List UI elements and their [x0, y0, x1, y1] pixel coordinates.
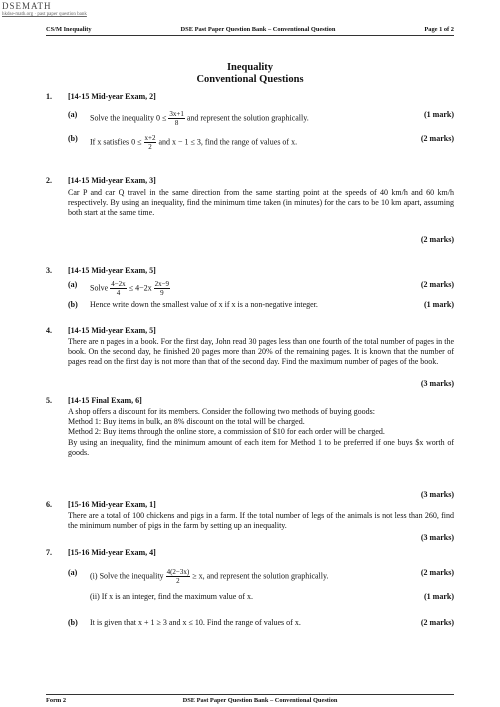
part-text: It is given that x + 1 ≥ 3 and x ≤ 10. Find the range of values of x. [90, 618, 301, 627]
part-prefix: Solve the inequality [90, 113, 154, 123]
part-expression: 0 ≤ [131, 137, 142, 147]
part-text [90, 592, 253, 602]
question-paragraph: By using an inequality, find the minimum amount of each item for Method 1 to be preferred if one buys $x worth of goods. [68, 437, 454, 457]
marks: (1 mark) [424, 110, 454, 119]
question-7 [46, 548, 454, 648]
question-source: [14-15 Final Exam, 6] [68, 396, 142, 405]
fraction-numerator: x+2 [144, 134, 156, 142]
part-label: (b) [68, 300, 78, 309]
part-suffix: and x − 1 ≤ 3, find the range of values of x. [158, 137, 298, 147]
subpart-label: (i) [90, 571, 98, 581]
site-logo: DSEMATH [2, 1, 52, 11]
fraction [110, 280, 126, 297]
title-subtitle: Conventional Questions [196, 74, 304, 85]
question-2 [46, 176, 454, 248]
part-prefix: If x satisfies [90, 137, 130, 147]
question-source: [15-16 Mid-year Exam, 4] [68, 548, 156, 557]
part-suffix: and represent the solution graphically. [186, 113, 309, 123]
part-expression: 0 ≤ [156, 113, 167, 123]
question-paragraph: Method 1: Buy items in bulk, an 8% discount on the total will be charged. [68, 417, 305, 427]
question-number: 2. [46, 176, 52, 185]
question-number: 3. [46, 266, 52, 275]
part-label: (a) [68, 568, 78, 577]
question-5 [46, 396, 454, 500]
marks: (2 marks) [420, 280, 454, 289]
question-number: 7. [46, 548, 52, 557]
page-header [46, 26, 454, 36]
part-text [90, 568, 328, 585]
fraction-numerator: 4(2−3x) [166, 568, 190, 576]
footer-center: DSE Past Paper Question Bank – Conventional Question [182, 697, 338, 704]
question-body: Car P and car Q travel in the same direction from the same starting point at the speeds of 40 km/h and 60 km/h respectively. By using an inequality, find the minimum time taken (in minutes) for the cars to be 10 km apart, assuming both start at the same time. [68, 188, 454, 218]
question-4 [46, 326, 454, 392]
question-number: 6. [46, 500, 52, 509]
fraction-denominator: 2 [148, 143, 152, 151]
fraction [154, 280, 170, 297]
question-source: [14-15 Mid-year Exam, 3] [68, 176, 156, 185]
question-number: 5. [46, 396, 52, 405]
question-number: 4. [46, 326, 52, 335]
question-source: [14-15 Mid-year Exam, 5] [68, 326, 156, 335]
question-paragraph: A shop offers a discount for its members. Consider the following two methods of buying goods: [68, 407, 375, 416]
marks: (3 marks) [420, 379, 454, 388]
part-text [90, 280, 170, 297]
marks: (3 marks) [420, 533, 454, 542]
fraction-numerator: 4−2x [111, 280, 126, 288]
question-1 [46, 92, 454, 158]
part-label: (b) [68, 134, 78, 143]
question-body: There are n pages in a book. For the first day, John read 30 pages less than one fourth of the total number of pages in the book. On the second day, he finished 20 pages more than 20% of the remaining pages. It is known that the number of pages read on the first day is not more than that of the second day. Find the maximum number of pages of the book. [68, 337, 454, 367]
part-body: If x is an integer, find the maximum value of x. [101, 592, 253, 601]
footer-left: Form 2 [46, 697, 67, 704]
question-3 [46, 266, 454, 312]
marks: (2 marks) [420, 134, 454, 143]
question-6 [46, 500, 454, 542]
site-logo-subtitle: hkdse-math.org · past paper question bank [2, 12, 87, 17]
question-source: [14-15 Mid-year Exam, 5] [68, 266, 156, 275]
marks: (1 mark) [424, 592, 454, 601]
subpart-label: (ii) [90, 592, 100, 601]
fraction-denominator: 4 [116, 289, 121, 297]
part-text [90, 110, 309, 127]
fraction-denominator: 8 [174, 119, 179, 127]
marks: (3 marks) [420, 490, 454, 499]
page-title [0, 62, 500, 86]
header-center: DSE Past Paper Question Bank – Conventional Question [180, 26, 336, 33]
part-label: (a) [68, 110, 78, 119]
part-prefix: Solve the inequality [99, 571, 164, 581]
marks: (2 marks) [420, 568, 454, 577]
fraction [166, 568, 191, 585]
marks: (2 marks) [420, 618, 454, 627]
question-body: There are a total of 100 chickens and pigs in a farm. If the total number of legs of the animals is not less than 260, find the minimum number of pigs in the farm by setting up an inequality. [68, 511, 454, 531]
part-text [90, 134, 297, 151]
part-label: (b) [68, 618, 78, 627]
question-body [68, 407, 454, 458]
question-paragraph: Method 2: Buy items through the online store, a commission of $10 for each order will be charged. [68, 427, 385, 437]
part-prefix: Solve [90, 283, 109, 293]
part-label: (a) [68, 280, 78, 289]
fraction [168, 110, 184, 127]
question-source: [14-15 Mid-year Exam, 2] [68, 92, 156, 101]
fraction [144, 134, 157, 151]
fraction-denominator: 9 [160, 289, 164, 297]
title-topic: Inequality [226, 62, 274, 73]
fraction-numerator: 3x+1 [169, 110, 184, 118]
header-left: CS/M Inequality [46, 26, 92, 33]
question-number: 1. [46, 92, 52, 101]
question-source: [15-16 Mid-year Exam, 1] [68, 500, 156, 509]
fraction-numerator: 2x−9 [154, 280, 170, 288]
marks: (2 marks) [420, 235, 454, 244]
part-suffix: ≥ x, and represent the solution graphically. [192, 571, 329, 581]
page-footer [46, 694, 454, 704]
fraction-denominator: 2 [176, 577, 180, 585]
part-expression: ≤ 4−2x [128, 283, 152, 293]
marks: (1 mark) [424, 300, 454, 309]
header-page-number: Page 1 of 2 [424, 26, 454, 33]
part-text: Hence write down the smallest value of x if x is a non-negative integer. [90, 300, 318, 309]
